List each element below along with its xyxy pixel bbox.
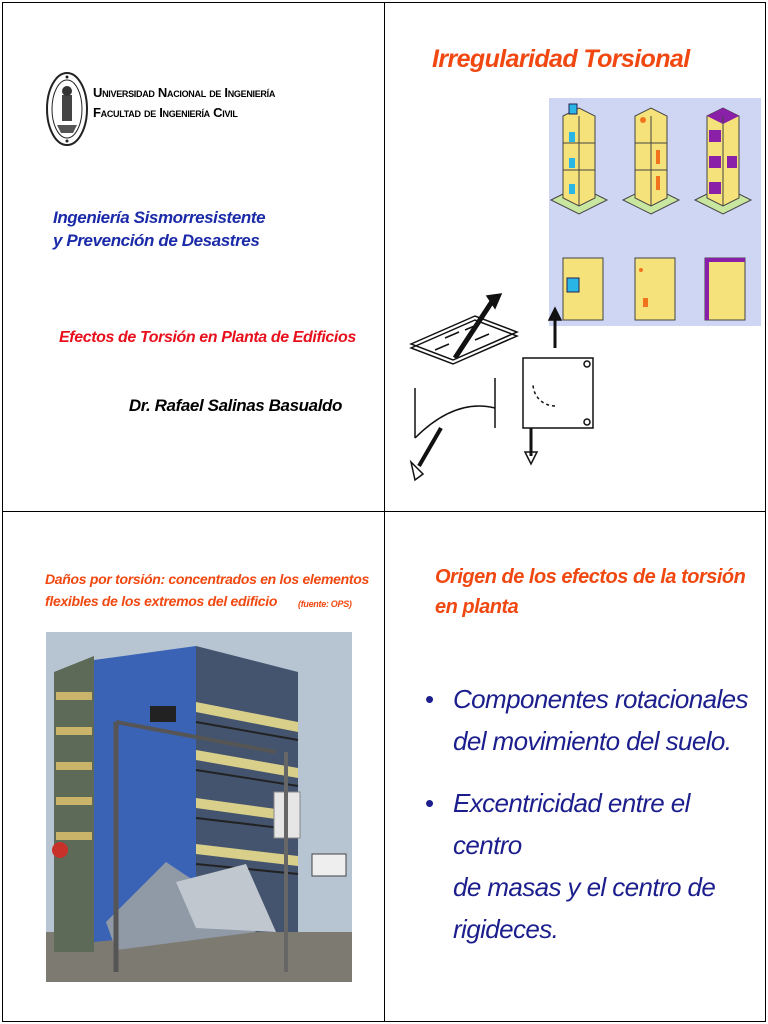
bullet-dot-icon: •	[425, 788, 434, 818]
course-title	[53, 206, 265, 252]
slide-danos	[2, 511, 385, 1022]
heading-line-2: en planta	[435, 596, 519, 618]
floor-rotation-sketch-icon	[405, 288, 645, 488]
bullet-line: de masas y el centro de	[453, 872, 716, 902]
author-name: Dr. Rafael Salinas Basualdo	[128, 396, 342, 415]
bullet-line: Componentes rotacionales	[453, 684, 748, 714]
university-name	[93, 83, 275, 123]
university-seal-icon	[45, 69, 89, 149]
heading-line-1: Daños por torsión: concentrados en los elementos	[45, 571, 369, 587]
university-line: Universidad Nacional de Ingeniería	[93, 85, 276, 100]
source-note: (fuente: OPS)	[298, 599, 352, 609]
bullet-dot-icon: •	[425, 684, 434, 714]
slide-heading	[435, 562, 745, 622]
bullet-line: del movimiento del suelo.	[453, 726, 732, 756]
course-line-2: y Prevención de Desastres	[53, 231, 260, 250]
slide-title-text: Irregularidad Torsional	[432, 45, 690, 73]
heading-line-2: flexibles de los extremos del edificio	[45, 593, 278, 609]
course-line-1: Ingeniería Sismorresistente	[53, 208, 266, 227]
bullet-line: Excentricidad entre el centro	[453, 788, 690, 860]
slide-irregularidad	[384, 2, 766, 512]
heading-line-1: Origen de los efectos de la torsión	[435, 566, 746, 588]
bullet-item	[425, 782, 755, 950]
lecture-topic: Efectos de Torsión en Planta de Edificios	[59, 329, 356, 346]
damaged-building-photo-icon	[46, 632, 352, 982]
slide-title	[2, 2, 385, 512]
faculty-line: Facultad de Ingeniería Civil	[93, 105, 238, 120]
bullet-item	[425, 678, 755, 762]
bullet-list	[425, 678, 755, 970]
bullet-line: rigideces.	[453, 914, 559, 944]
slide-origen	[384, 511, 766, 1022]
